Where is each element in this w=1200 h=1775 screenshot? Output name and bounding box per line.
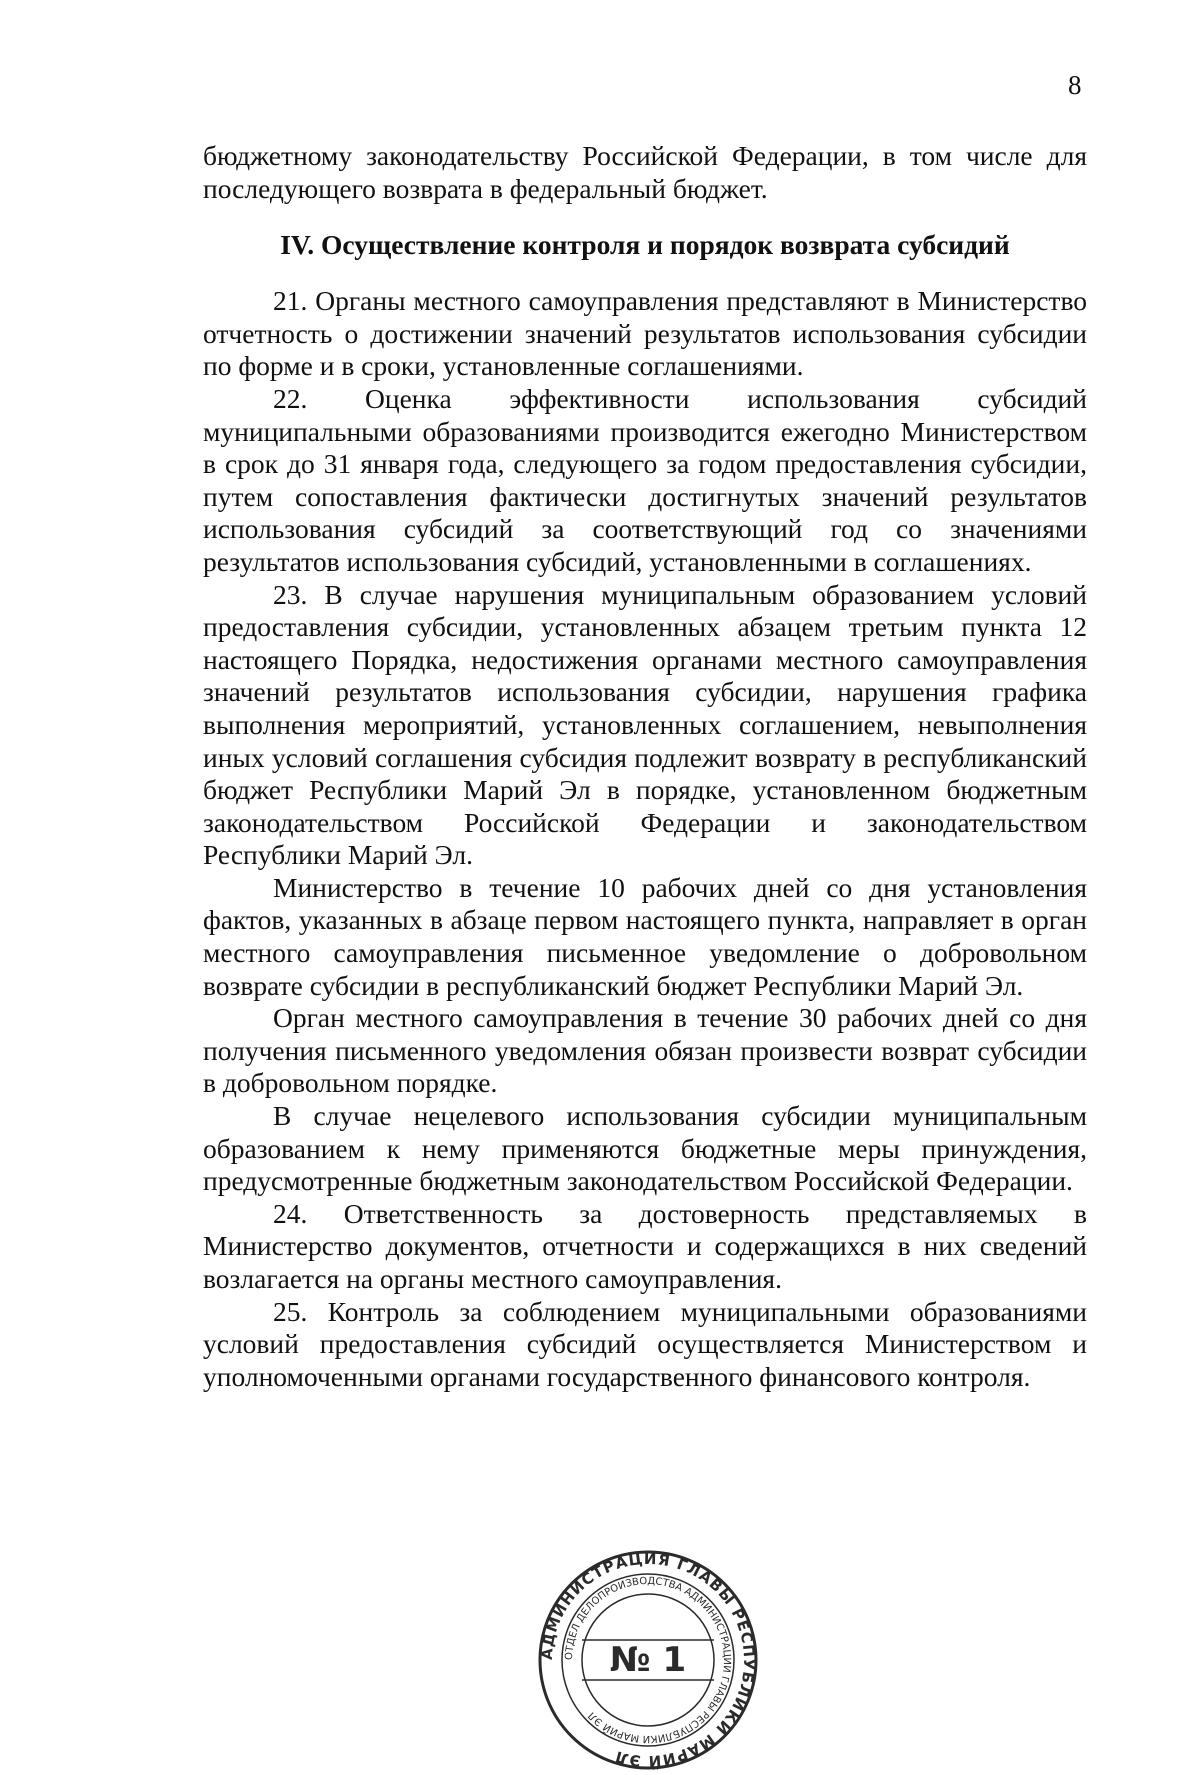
paragraph-21: 21. Органы местного самоуправления представляют в Министерство отчетность о достижении значений результатов использования субсидии по форме и в сроки, установленные соглашениями. xyxy=(203,285,1087,382)
seal-graphic xyxy=(538,1545,758,1775)
paragraph-24: 24. Ответственность за достоверность представляемых в Министерство документов, отчетности и содержащихся в них сведений возлагается на органы местного самоуправления. xyxy=(203,1197,1087,1294)
paragraph-23-ministry-notice: Министерство в течение 10 рабочих дней со дня установления фактов, указанных в абзаце первом настоящего пункта, направляет в орган местного самоуправления письменное уведомление о добровольном возврате субсидии в республиканский бюджет Республики Марий Эл. xyxy=(203,871,1087,1001)
continuation-paragraph: бюджетному законодательству Российской Федерации, в том числе для последующего возврата в федеральный бюджет. xyxy=(203,140,1087,204)
seal-number: № 1 xyxy=(609,1640,687,1680)
section-heading: IV. Осуществление контроля и порядок возврата субсидий xyxy=(280,229,1010,261)
document-body xyxy=(203,140,1087,1393)
seal-inner-text: ОТДЕЛ ДЕЛОПРОИЗВОДСТВА АДМИНИСТРАЦИИ ГЛАВЫ РЕСПУБЛИКИ МАРИЙ ЭЛ xyxy=(563,1575,733,1745)
seal-outer-text: АДМИНИСТРАЦИЯ ГЛАВЫ РЕСПУБЛИКИ МАРИЙ ЭЛ xyxy=(538,1549,758,1771)
page-number: 8 xyxy=(1068,70,1082,100)
paragraph-22: 22. Оценка эффективности использования субсидий муниципальными образованиями производится ежегодно Министерством в срок до 31 января года, следующего за годом предоставления субсидии, путем сопоставления фактически достигнутых значений результатов использования субсидий за соответствующий год со значениями результатов использования субсидий, установленными в соглашениях. xyxy=(203,382,1087,577)
paragraph-25: 25. Контроль за соблюдением муниципальными образованиями условий предоставления субсидий осуществляется Министерством и уполномоченными органами государственного финансового контроля. xyxy=(203,1295,1087,1392)
paragraph-23: 23. В случае нарушения муниципальным образованием условий предоставления субсидии, установленных абзацем третьим пункта 12 настоящего Порядка, недостижения органами местного самоуправления значений результатов использования субсидии, нарушения графика выполнения мероприятий, установленных соглашением, невыполнения иных условий соглашения субсидия подлежит возврату в республиканский бюджет Республики Марий Эл в порядке, установленном бюджетным законодательством Российской Федерации и законодательством Республики Марий Эл. xyxy=(203,578,1087,871)
paragraph-23-misuse: В случае нецелевого использования субсидии муниципальным образованием к нему применяются бюджетные меры принуждения, предусмотренные бюджетным законодательством Российской Федерации. xyxy=(203,1100,1087,1197)
paragraph-23-voluntary-return: Орган местного самоуправления в течение 30 рабочих дней со дня получения письменного уведомления обязан произвести возврат субсидии в добровольном порядке. xyxy=(203,1002,1087,1099)
official-seal xyxy=(538,1545,758,1771)
